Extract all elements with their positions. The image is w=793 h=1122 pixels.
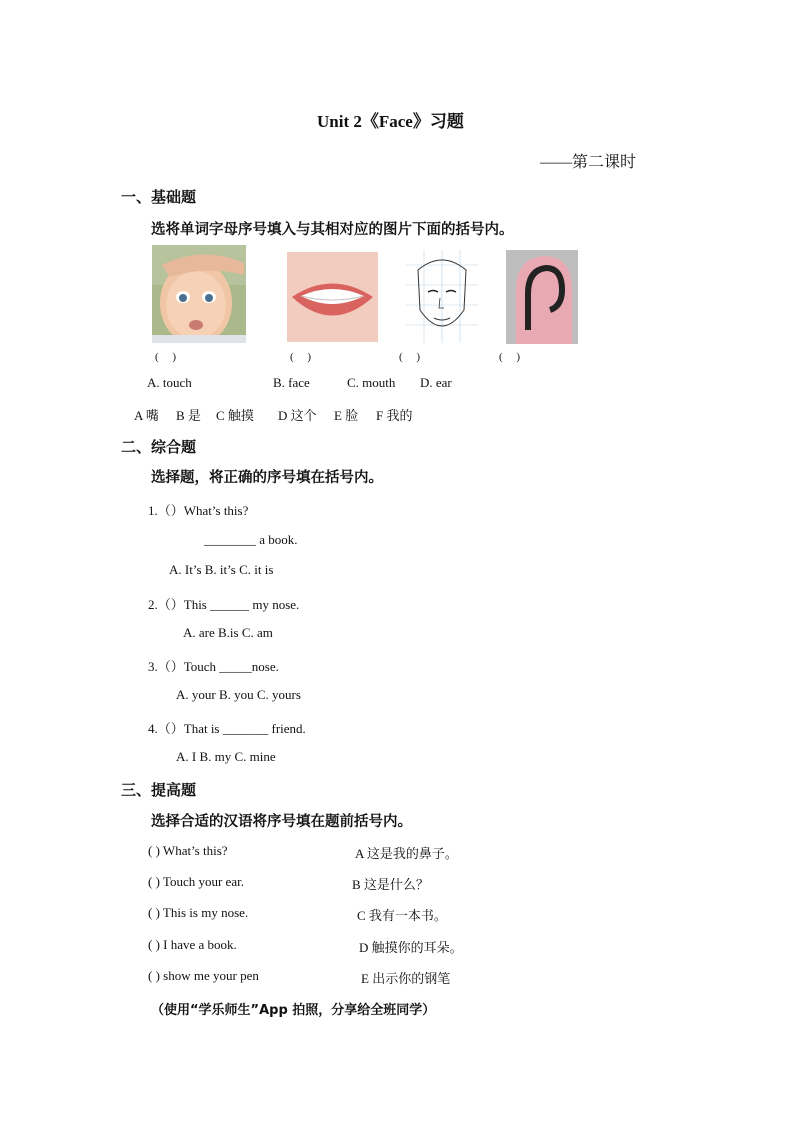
word-option-a: A. touch bbox=[147, 375, 192, 390]
question-3-options: A. your B. you C. yours bbox=[176, 687, 301, 702]
match-question: ( ) This is my nose. bbox=[148, 905, 249, 920]
chinese-option: D 这个 bbox=[278, 408, 317, 423]
match-answer: E 出示你的钢笔 bbox=[361, 971, 451, 986]
question-4-options: A. I B. my C. mine bbox=[176, 749, 276, 764]
page-title: Unit 2《Face》习题 bbox=[317, 112, 464, 131]
match-answer: B 这是什么？ bbox=[352, 877, 429, 892]
face-sketch-image bbox=[406, 250, 478, 343]
match-question: ( ) I have a book. bbox=[148, 937, 237, 952]
answer-bracket[interactable]: ( ) bbox=[499, 351, 521, 363]
question-2-options: A. are B.is C. am bbox=[183, 625, 273, 640]
chinese-option: F 我的 bbox=[376, 408, 413, 423]
ear-image bbox=[506, 250, 578, 344]
question-2: 2.（）This ______ my nose. bbox=[148, 597, 300, 612]
section2-heading: 二、综合题 bbox=[121, 438, 197, 456]
chinese-option: A 嘴 bbox=[134, 408, 159, 423]
chinese-option: C 触摸 bbox=[216, 408, 254, 423]
match-answer: A 这是我的鼻子。 bbox=[355, 846, 458, 861]
question-1-options: A. It’s B. it’s C. it is bbox=[169, 562, 274, 577]
section3-heading: 三、提高题 bbox=[121, 781, 197, 799]
question-3: 3.（）Touch _____nose. bbox=[148, 659, 279, 674]
question-1-blank: ________ a book. bbox=[204, 532, 298, 547]
match-question: ( ) show me your pen bbox=[148, 968, 259, 983]
section1-heading: 一、基础题 bbox=[121, 188, 197, 206]
section3-instruction: 选择合适的汉语将序号填在题前括号内。 bbox=[151, 814, 412, 830]
match-question: ( ) What’s this? bbox=[148, 843, 228, 858]
answer-bracket[interactable]: ( ) bbox=[155, 351, 177, 363]
match-answer: D 触摸你的耳朵。 bbox=[359, 940, 463, 955]
word-option-b: B. face bbox=[273, 375, 310, 390]
chinese-option: B 是 bbox=[176, 408, 201, 423]
section1-instruction: 选将单词字母序号填入与其相对应的图片下面的括号内。 bbox=[151, 222, 514, 238]
question-1: 1.（）What’s this? bbox=[148, 503, 249, 518]
word-option-c: C. mouth bbox=[347, 375, 396, 390]
answer-bracket[interactable]: ( ) bbox=[399, 351, 421, 363]
word-option-d: D. ear bbox=[420, 375, 452, 390]
answer-bracket[interactable]: ( ) bbox=[290, 351, 312, 363]
match-question: ( ) Touch your ear. bbox=[148, 874, 244, 889]
match-answer: C 我有一本书。 bbox=[357, 908, 447, 923]
section2-instruction: 选择题，将正确的序号填在括号内。 bbox=[151, 470, 383, 486]
footer-note: （使用“学乐师生”App 拍照，分享给全班同学） bbox=[151, 1003, 436, 1018]
page-subtitle: ——第二课时 bbox=[540, 154, 637, 171]
chinese-option: E 脸 bbox=[334, 408, 359, 423]
baby-face-image bbox=[152, 245, 246, 343]
question-4: 4.（）That is _______ friend. bbox=[148, 721, 306, 736]
mouth-image bbox=[287, 252, 378, 342]
